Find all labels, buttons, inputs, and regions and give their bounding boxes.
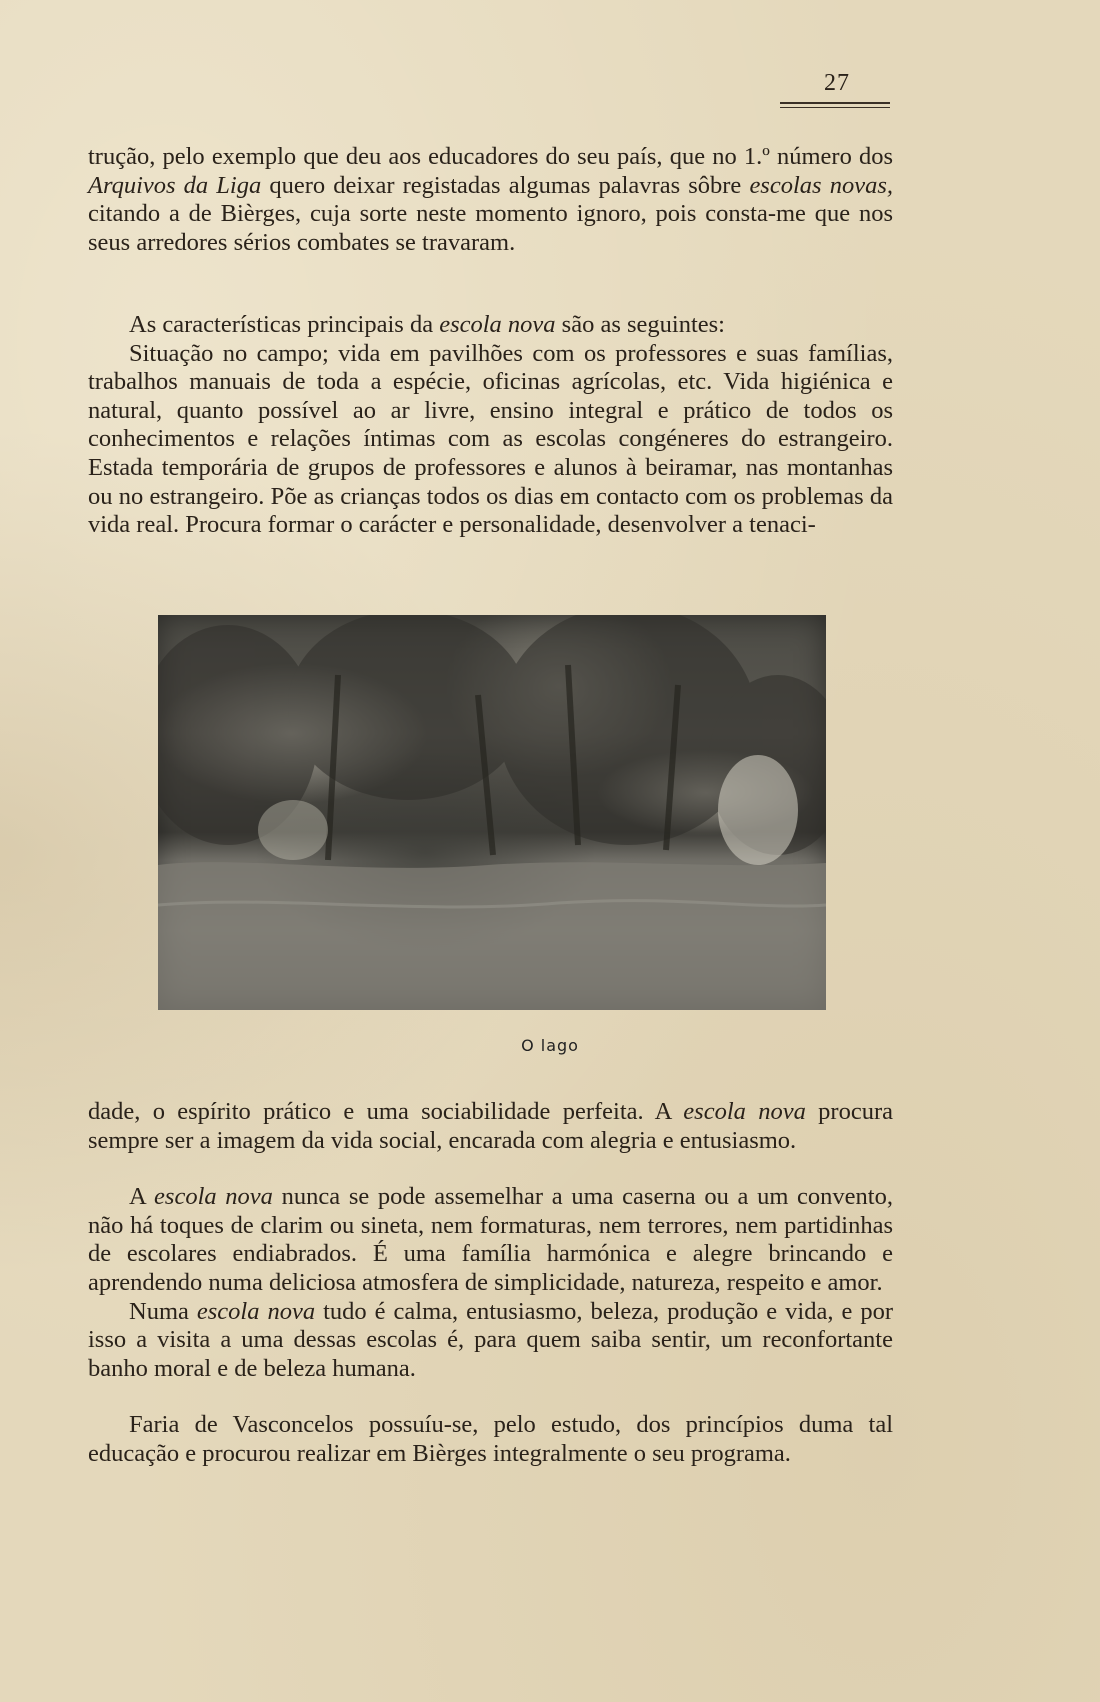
paragraph: Numa escola nova tudo é calma, entusiasmo, beleza, produção e vida, e por isso a visita a uma dessas escolas é, para quem saiba sentir, um reconfortante banho moral e de beleza humana.	[88, 1297, 893, 1382]
header-rule	[780, 102, 890, 108]
paragraph: Faria de Vasconcelos possuíu-se, pelo estudo, dos princípios duma tal educação e procurou realizar em Bièrges integralmente o seu programa.	[88, 1411, 893, 1467]
paragraph: trução, pelo exemplo que deu aos educadores do seu país, que no 1.º número dos Arquivos da Liga quero deixar registadas algumas palavras sôbre escolas novas, citando a de Bièrges, cuja sorte neste momento ignoro, pois consta-me que nos seus arredores sérios combates se travaram.	[88, 143, 893, 256]
text-block-top	[88, 143, 893, 257]
paragraph: As características principais da escola nova são as seguintes:	[129, 311, 725, 338]
figure-caption: O lago	[521, 1036, 579, 1055]
lake-photograph	[158, 615, 826, 1010]
text-block-bottom	[88, 1098, 893, 1469]
paragraph: dade, o espírito prático e uma sociabilidade perfeita. A escola nova procura sempre ser a imagem da vida social, encarada com alegria e entusiasmo.	[88, 1098, 893, 1154]
page-number: 27	[824, 70, 850, 96]
paragraph: Situação no campo; vida em pavilhões com os professores e suas famílias, trabalhos manuais de toda a espécie, oficinas agrícolas, etc. Vida higiénica e natural, quanto possível ao ar livre, ensino integral e prático de todos os conhecimentos e relações íntimas com as escolas congéneres do estrangeiro. Estada temporária de grupos de professores e alunos à beiramar, nas montanhas ou no estrangeiro. Põe as crianças todos os dias em contacto com os problemas da vida real. Procura formar o carácter e personalidade, desenvolver a tenaci-	[88, 339, 893, 539]
text-block-middle	[88, 311, 893, 540]
paragraph: A escola nova nunca se pode assemelhar a uma caserna ou a um convento, não há toques de clarim ou sineta, nem formaturas, nem terrores, nem partidinhas de escolares endiabrados. É uma família harmónica e alegre brincando e aprendendo numa deliciosa atmosfera de simplicidade, natureza, respeito e amor.	[88, 1183, 893, 1296]
